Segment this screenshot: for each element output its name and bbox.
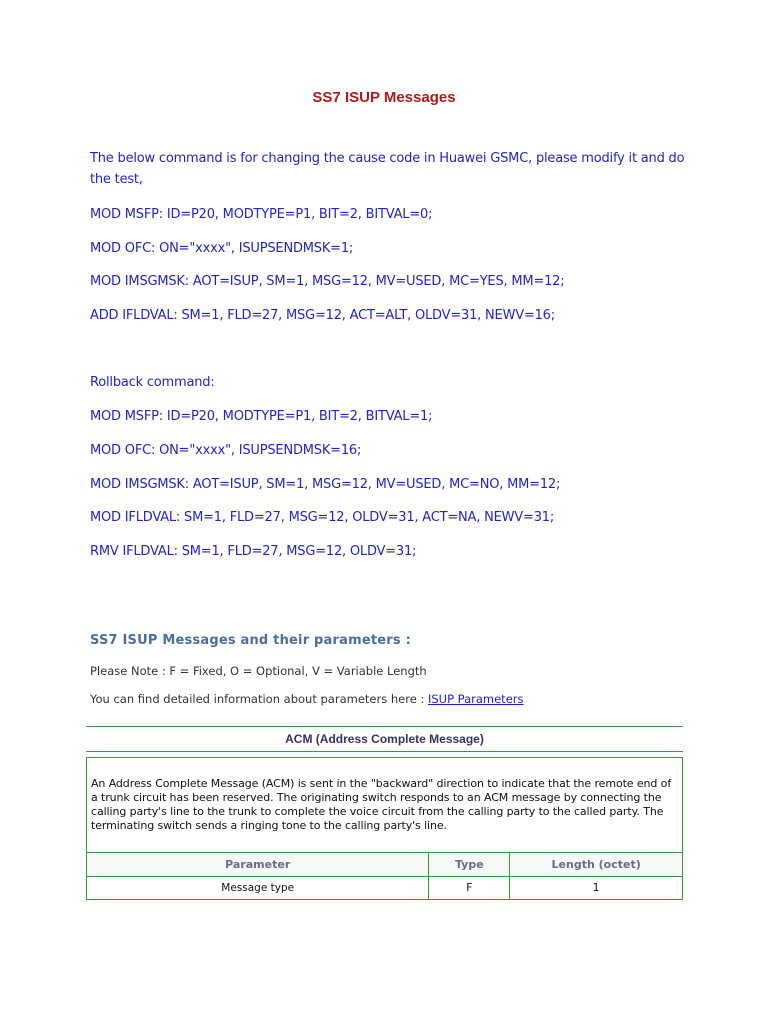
intro-text: The below command is for changing the cause code in Huawei GSMC, please modify it and do the test,: [90, 151, 685, 187]
rollback-command-line: MOD IFLDVAL: SM=1, FLD=27, MSG=12, OLDV=31, ACT=NA, NEWV=31;: [90, 510, 555, 525]
table-header-row: [87, 853, 683, 877]
rollback-command-line: RMV IFLDVAL: SM=1, FLD=27, MSG=12, OLDV=31;: [90, 544, 417, 559]
acm-description: An Address Complete Message (ACM) is sent in the "backward" direction to indicate that the remote end of a trunk circuit has been reserved. The originating switch responds to an ACM message by connecting the calling party's line to the trunk to complete the voice circuit from the calling party to the called party. The terminating switch sends a ringing tone to the calling party's line.: [91, 777, 672, 832]
page-title: SS7 ISUP Messages: [312, 89, 456, 106]
column-header-type: Type: [429, 853, 510, 877]
cell-parameter: Message type: [87, 877, 429, 900]
command-line: MOD MSFP: ID=P20, MODTYPE=P1, BIT=2, BITVAL=0;: [90, 207, 433, 222]
intro-block: [90, 148, 690, 190]
rollback-label: Rollback command:: [90, 375, 215, 390]
column-header-parameter: Parameter: [87, 853, 429, 877]
info-prefix: You can find detailed information about parameters here :: [90, 692, 425, 706]
rollback-command-line: MOD OFC: ON="xxxx", ISUPSENDMSK=16;: [90, 443, 362, 458]
command-line: ADD IFLDVAL: SM=1, FLD=27, MSG=12, ACT=ALT, OLDV=31, NEWV=16;: [90, 308, 555, 323]
table-row: [87, 877, 683, 900]
divider: [86, 751, 683, 752]
type-legend-note: Please Note : F = Fixed, O = Optional, V = Variable Length: [90, 664, 427, 678]
command-line: MOD IMSGMSK: AOT=ISUP, SM=1, MSG=12, MV=USED, MC=YES, MM=12;: [90, 274, 565, 289]
rollback-command-line: MOD MSFP: ID=P20, MODTYPE=P1, BIT=2, BITVAL=1;: [90, 409, 433, 424]
rollback-command-line: MOD IMSGMSK: AOT=ISUP, SM=1, MSG=12, MV=USED, MC=NO, MM=12;: [90, 477, 561, 492]
acm-title: ACM (Address Complete Message): [285, 732, 484, 746]
section-heading: SS7 ISUP Messages and their parameters :: [90, 633, 411, 648]
divider: [86, 726, 683, 727]
acm-parameter-table: [86, 852, 683, 900]
command-line: MOD OFC: ON="xxxx", ISUPSENDMSK=1;: [90, 241, 354, 256]
acm-description-box: [86, 757, 683, 853]
info-line: [90, 692, 524, 706]
column-header-length: Length (octet): [510, 853, 683, 877]
cell-length: 1: [510, 877, 683, 900]
isup-parameters-link[interactable]: ISUP Parameters: [427, 692, 524, 706]
cell-type: F: [429, 877, 510, 900]
